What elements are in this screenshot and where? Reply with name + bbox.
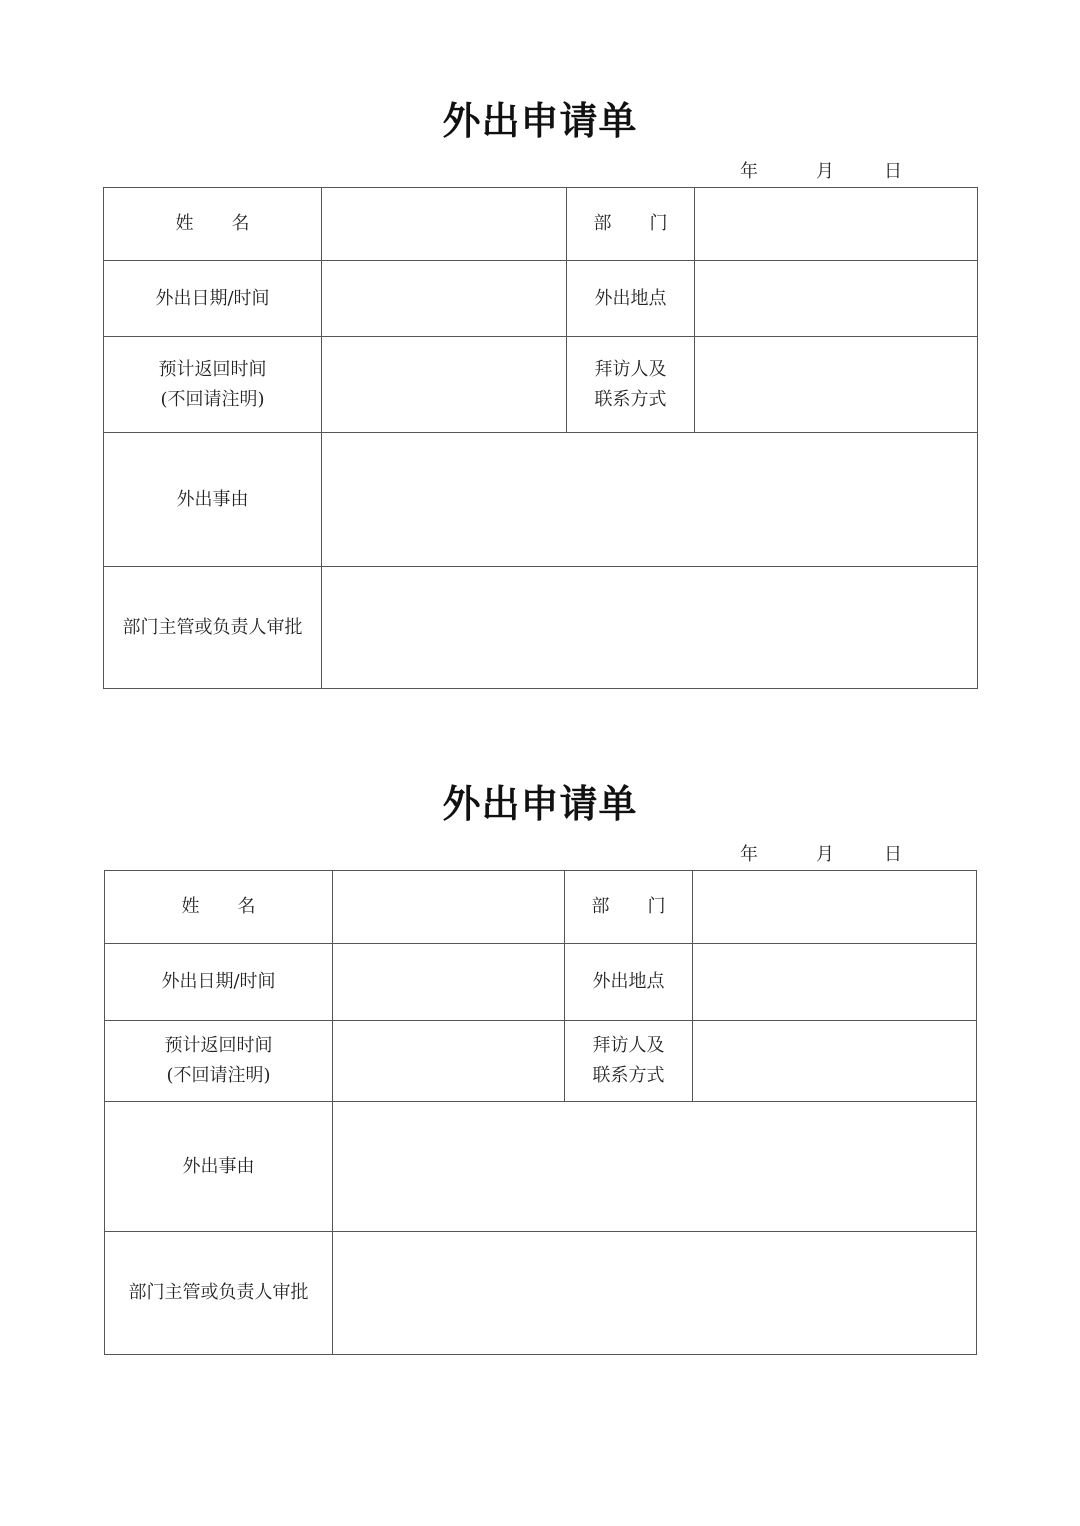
name-field[interactable]: [333, 871, 565, 944]
label-out-place: 外出地点: [567, 261, 695, 337]
label-visitor-contact: 拜访人及 联系方式: [567, 337, 695, 433]
return-time-field[interactable]: [333, 1021, 565, 1102]
label-return-time: 预计返回时间 (不回请注明): [104, 337, 322, 433]
date-year-label: 年: [740, 844, 758, 865]
approval-field[interactable]: [322, 567, 978, 689]
department-field[interactable]: [695, 188, 978, 261]
label-reason: 外出事由: [105, 1102, 333, 1232]
label-return-time: 预计返回时间 (不回请注明): [105, 1021, 333, 1102]
out-place-field[interactable]: [693, 944, 977, 1021]
date-year-label: 年: [740, 161, 758, 182]
visitor-contact-field[interactable]: [693, 1021, 977, 1102]
label-out-place: 外出地点: [565, 944, 693, 1021]
label-approval: 部门主管或负责人审批: [105, 1232, 333, 1355]
label-department: 部 门: [565, 871, 693, 944]
approval-field[interactable]: [333, 1232, 977, 1355]
visitor-contact-field[interactable]: [695, 337, 978, 433]
department-field[interactable]: [693, 871, 977, 944]
reason-field[interactable]: [322, 433, 978, 567]
label-out-datetime: 外出日期/时间: [104, 261, 322, 337]
form-table: [103, 187, 978, 689]
label-visitor-contact: 拜访人及 联系方式: [565, 1021, 693, 1102]
label-reason: 外出事由: [104, 433, 322, 567]
date-line: [103, 147, 977, 187]
label-out-datetime: 外出日期/时间: [105, 944, 333, 1021]
out-datetime-field[interactable]: [333, 944, 565, 1021]
date-month-label: 月: [816, 161, 834, 182]
date-month-label: 月: [816, 844, 834, 865]
return-time-field[interactable]: [322, 337, 567, 433]
out-datetime-field[interactable]: [322, 261, 567, 337]
label-name: 姓 名: [105, 871, 333, 944]
form-title: 外出申请单: [442, 782, 638, 826]
label-department: 部 门: [567, 188, 695, 261]
application-form-2: [104, 778, 976, 1355]
date-line: [104, 830, 976, 870]
date-day-label: 日: [884, 161, 902, 182]
name-field[interactable]: [322, 188, 567, 261]
application-form-1: [103, 95, 977, 689]
reason-field[interactable]: [333, 1102, 977, 1232]
form-table: [104, 870, 977, 1355]
out-place-field[interactable]: [695, 261, 978, 337]
label-approval: 部门主管或负责人审批: [104, 567, 322, 689]
label-name: 姓 名: [104, 188, 322, 261]
date-day-label: 日: [884, 844, 902, 865]
form-title: 外出申请单: [442, 99, 638, 143]
